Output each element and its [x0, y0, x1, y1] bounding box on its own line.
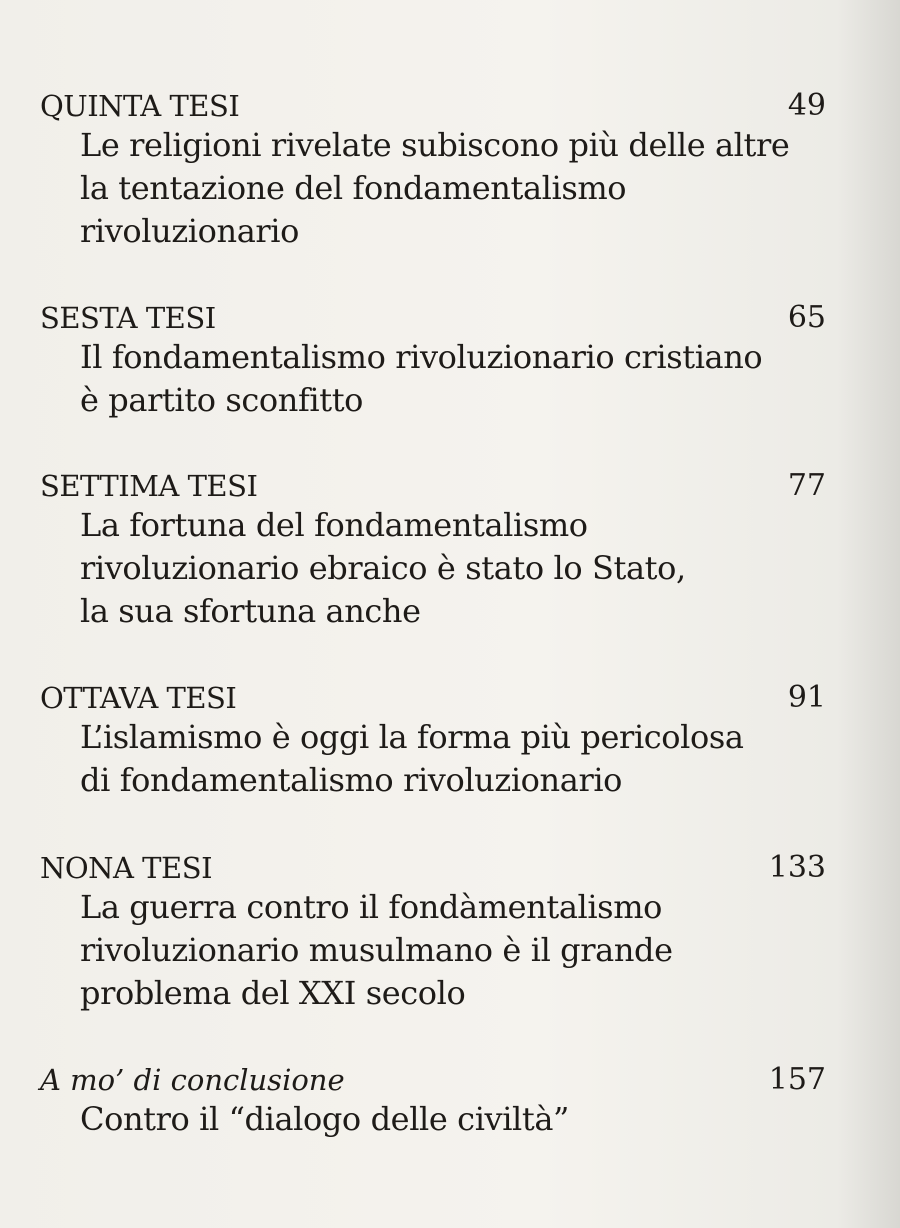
toc-page-number: 65	[787, 300, 826, 335]
toc-description	[40, 124, 826, 253]
toc-description-line: rivoluzionario	[80, 212, 299, 250]
toc-heading: SESTA TESI	[40, 301, 216, 335]
toc-description-line: Il fondamentalismo rivoluzionario cristiano	[80, 338, 763, 376]
toc-description	[40, 336, 826, 422]
toc-description-line: di fondamentalismo rivoluzionario	[80, 761, 623, 799]
toc-description	[40, 716, 826, 802]
toc-entry-ottava-tesi	[40, 680, 826, 802]
toc-entry-conclusione	[40, 1062, 826, 1141]
toc-heading-row	[40, 468, 826, 504]
toc-description-line: L’islamismo è oggi la forma più pericolosa	[80, 718, 744, 756]
toc-heading: QUINTA TESI	[40, 89, 240, 123]
toc-page-number: 49	[787, 88, 826, 123]
toc-heading: NONA TESI	[40, 851, 213, 885]
toc-description-line: problema del XXI secolo	[80, 974, 466, 1012]
toc-heading: SETTIMA TESI	[40, 469, 258, 503]
toc-entry-quinta-tesi	[40, 88, 826, 253]
toc-page-number: 91	[787, 680, 826, 715]
toc-page-number: 157	[768, 1062, 826, 1097]
toc-description	[40, 886, 826, 1015]
toc-description-line: la sua sfortuna anche	[80, 592, 421, 630]
toc-heading-row	[40, 680, 826, 716]
toc-page-number: 77	[787, 468, 826, 503]
toc-entry-settima-tesi	[40, 468, 826, 633]
toc-entry-sesta-tesi	[40, 300, 826, 422]
toc-description-line: la tentazione del fondamentalismo	[80, 169, 627, 207]
toc-heading-row	[40, 850, 826, 886]
toc-heading-row	[40, 88, 826, 124]
toc-description-line: Le religioni rivelate subiscono più delle altre	[80, 126, 790, 164]
toc-description-line: La guerra contro il fondàmentalismo	[80, 888, 663, 926]
toc-heading-row	[40, 1062, 826, 1098]
toc-description	[40, 1098, 826, 1141]
toc-entry-nona-tesi	[40, 850, 826, 1015]
toc-description-line: rivoluzionario musulmano è il grande	[80, 931, 673, 969]
toc-description-line: La fortuna del fondamentalismo	[80, 506, 588, 544]
toc-description	[40, 504, 826, 633]
toc-description-line: Contro il “dialogo delle civiltà”	[80, 1100, 569, 1138]
toc-description-line: rivoluzionario ebraico è stato lo Stato,	[80, 549, 686, 587]
toc-description-line: è partito sconfitto	[80, 381, 364, 419]
toc-page-number: 133	[768, 850, 826, 885]
toc-heading-row	[40, 300, 826, 336]
toc-heading: OTTAVA TESI	[40, 681, 237, 715]
toc-heading: A mo’ di conclusione	[40, 1063, 345, 1097]
